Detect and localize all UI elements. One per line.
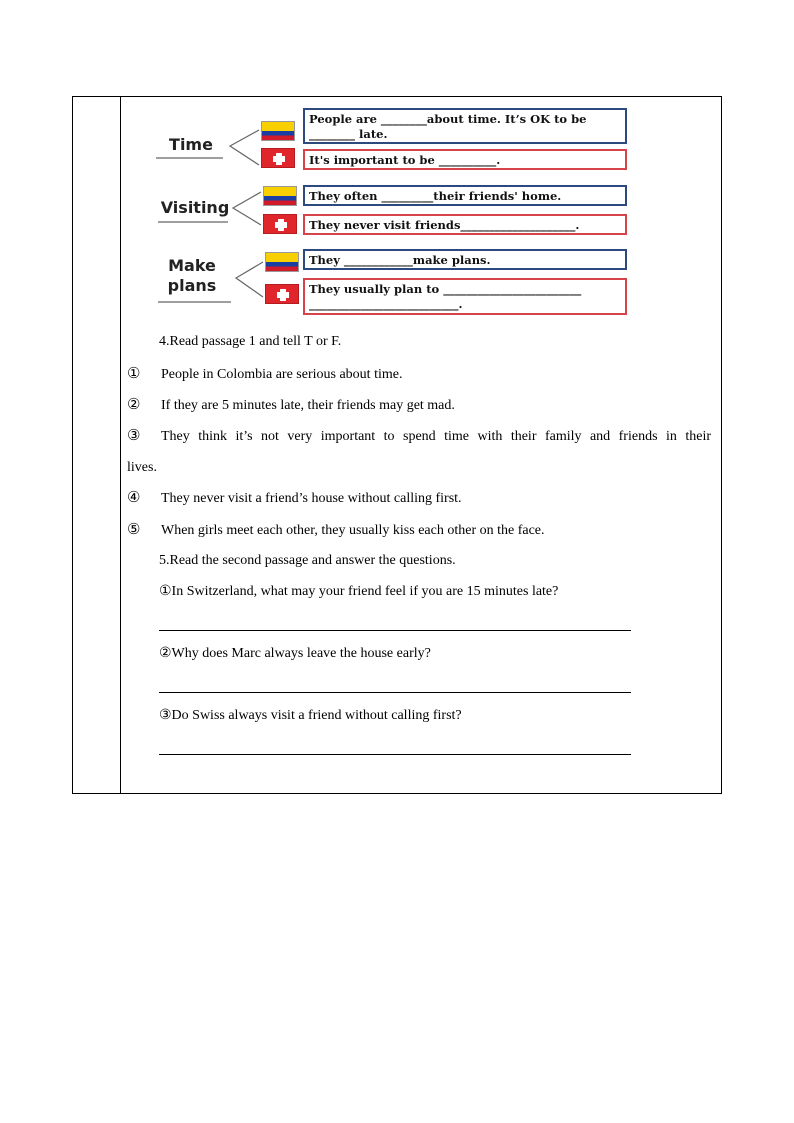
item4-marker: ④: [127, 490, 141, 506]
time-switzerland-box: It's important to be __________.: [303, 149, 627, 170]
topic-time: Time: [169, 135, 213, 154]
question-1: ①In Switzerland, what may your friend feel if you are 15 minutes late?: [159, 584, 559, 599]
topic-visiting: Visiting: [160, 198, 230, 217]
question-3: ③Do Swiss always visit a friend without calling first?: [159, 708, 462, 723]
switzerland-flag-icon: [265, 284, 299, 304]
question-2: ②Why does Marc always leave the house early?: [159, 646, 431, 661]
colombia-flag-icon: [265, 252, 299, 272]
time-colombia-box: People are ________about time. It’s OK to be ________ late.: [303, 108, 627, 144]
task4-title: 4.Read passage 1 and tell T or F.: [159, 334, 342, 349]
item3-continuation: lives.: [127, 460, 157, 475]
table-column-divider: [120, 97, 121, 793]
switzerland-flag-icon: [261, 148, 295, 168]
item3-text: They think it’s not very important to spend time with their family and friends in their: [161, 429, 711, 444]
visiting-colombia-box: They often _________their friends' home.: [303, 185, 627, 206]
item5-text: When girls meet each other, they usually kiss each other on the face.: [161, 523, 545, 538]
plans-switzerland-box: They usually plan to ________________________ __________________________.: [303, 278, 627, 315]
switzerland-flag-icon: [263, 214, 297, 234]
item2-marker: ②: [127, 397, 141, 413]
task5-title: 5.Read the second passage and answer the questions.: [159, 553, 456, 568]
visiting-switzerland-box: They never visit friends____________________.: [303, 214, 627, 235]
item3-marker: ③: [127, 428, 141, 444]
colombia-flag-icon: [261, 121, 295, 141]
answer-line-1[interactable]: [159, 630, 631, 631]
topic-plans-line: plans: [167, 276, 217, 295]
plans-colombia-box: They ____________make plans.: [303, 249, 627, 270]
topic-make-line: Make: [168, 256, 216, 275]
colombia-flag-icon: [263, 186, 297, 206]
answer-line-3[interactable]: [159, 754, 631, 755]
item1-text: People in Colombia are serious about time.: [161, 367, 403, 382]
item2-text: If they are 5 minutes late, their friends may get mad.: [161, 398, 455, 413]
topic-make-plans: [159, 256, 225, 296]
mind-map-figure: [153, 104, 631, 318]
item1-marker: ①: [127, 366, 141, 382]
answer-line-2[interactable]: [159, 692, 631, 693]
item5-marker: ⑤: [127, 522, 141, 538]
item4-text: They never visit a friend’s house without calling first.: [161, 491, 462, 506]
